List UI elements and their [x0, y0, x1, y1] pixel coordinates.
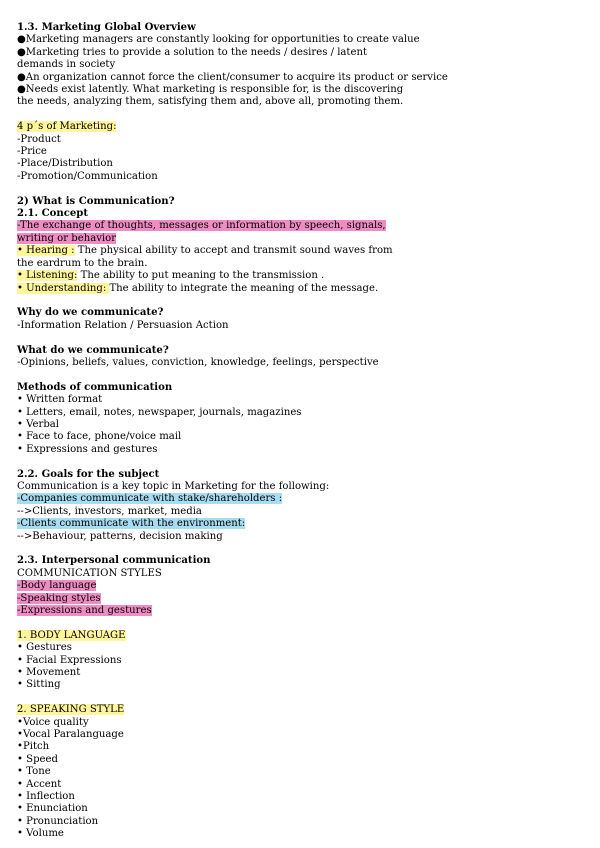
document-page — [17, 22, 448, 841]
section-title-communication: 2) What is Communication? — [17, 195, 175, 207]
listening-definition — [17, 270, 407, 282]
speaking-style-item: • Tone — [17, 766, 51, 778]
goals-intro: Communication is a key topic in Marketing for the following: — [17, 480, 330, 492]
body-language-heading: 1. BODY LANGUAGE — [17, 629, 126, 641]
listening-label: • Listening: — [17, 270, 78, 282]
why-heading: Why do we communicate? — [17, 307, 164, 319]
understanding-text: The ability to integrate the meaning of the message. — [109, 282, 379, 294]
speaking-style-item: • Volume — [17, 828, 64, 840]
what-heading: What do we communicate? — [17, 344, 169, 356]
four-ps-item: -Promotion/Communication — [17, 170, 158, 182]
subsection-title-concept: 2.1. Concept — [17, 208, 88, 220]
methods-item: • Written format — [17, 394, 103, 406]
methods-item: • Face to face, phone/voice mail — [17, 431, 182, 443]
four-ps-heading: 4 p´s of Marketing: — [17, 121, 117, 133]
four-ps-item: -Product — [17, 133, 61, 145]
style-item: -Speaking styles — [17, 592, 101, 604]
methods-item: • Letters, email, notes, newspaper, journals, magazines — [17, 406, 302, 418]
methods-item: • Expressions and gestures — [17, 443, 158, 455]
hearing-label: • Hearing : — [17, 245, 75, 257]
speaking-style-item: • Inflection — [17, 791, 75, 803]
speaking-style-item: •Vocal Paralanguage — [17, 729, 124, 741]
speaking-style-item: •Pitch — [17, 741, 50, 753]
speaking-style-item: •Voice quality — [17, 716, 89, 728]
speaking-style-item: • Pronunciation — [17, 815, 99, 827]
hearing-text: The physical ability to accept and transmit sound waves from the eardrum to the brain. — [17, 245, 393, 269]
speaking-style-item: • Speed — [17, 753, 58, 765]
goals-companies-detail: -->Clients, investors, market, media — [17, 505, 202, 517]
methods-item: • Verbal — [17, 418, 60, 430]
communication-styles-label: COMMUNICATION STYLES — [17, 567, 162, 579]
understanding-definition — [17, 283, 407, 295]
overview-point-3: ●An organization cannot force the client/consumer to acquire its product or service — [17, 71, 448, 83]
concept-definition: -The exchange of thoughts, messages or information by speech, signals, writing or behavior — [17, 220, 386, 244]
body-language-item: • Facial Expressions — [17, 654, 122, 666]
goals-heading: 2.2. Goals for the subject — [17, 468, 160, 480]
goals-clients: -Clients communicate with the environment: — [17, 518, 246, 530]
interpersonal-heading: 2.3. Interpersonal communication — [17, 555, 211, 567]
goals-companies: -Companies communicate with stake/shareholders : — [17, 493, 283, 505]
four-ps-item: -Price — [17, 146, 47, 158]
understanding-label: • Understanding: — [17, 282, 110, 294]
style-item: -Body language — [17, 580, 97, 592]
body-language-item: • Sitting — [17, 679, 61, 691]
overview-point-2: ●Marketing tries to provide a solution to the needs / desires / latent demands in society — [17, 46, 368, 71]
style-item: -Expressions and gestures — [17, 604, 152, 616]
why-text: -Information Relation / Persuasion Action — [17, 319, 229, 331]
speaking-style-item: • Enunciation — [17, 803, 88, 815]
speaking-style-item: • Accent — [17, 778, 62, 790]
body-language-item: • Movement — [17, 667, 81, 678]
four-ps-item: -Place/Distribution — [17, 158, 113, 170]
hearing-definition — [17, 245, 407, 270]
overview-point-4: ●Needs exist latently. What marketing is responsible for, is the discovering the needs, analyzing them, satisfying them and, above all, promoting them. — [17, 84, 404, 108]
speaking-style-heading: 2. SPEAKING STYLE — [17, 704, 125, 716]
overview-point-1: ●Marketing managers are constantly looking for opportunities to create value — [17, 34, 420, 46]
listening-text: The ability to put meaning to the transmission . — [77, 270, 325, 282]
methods-heading: Methods of communication — [17, 381, 173, 393]
section-title-marketing-overview: 1.3. Marketing Global Overview — [17, 22, 196, 33]
what-text: -Opinions, beliefs, values, conviction, knowledge, feelings, perspective — [17, 356, 379, 368]
body-language-item: • Gestures — [17, 642, 72, 654]
goals-clients-detail: -->Behaviour, patterns, decision making — [17, 530, 223, 542]
